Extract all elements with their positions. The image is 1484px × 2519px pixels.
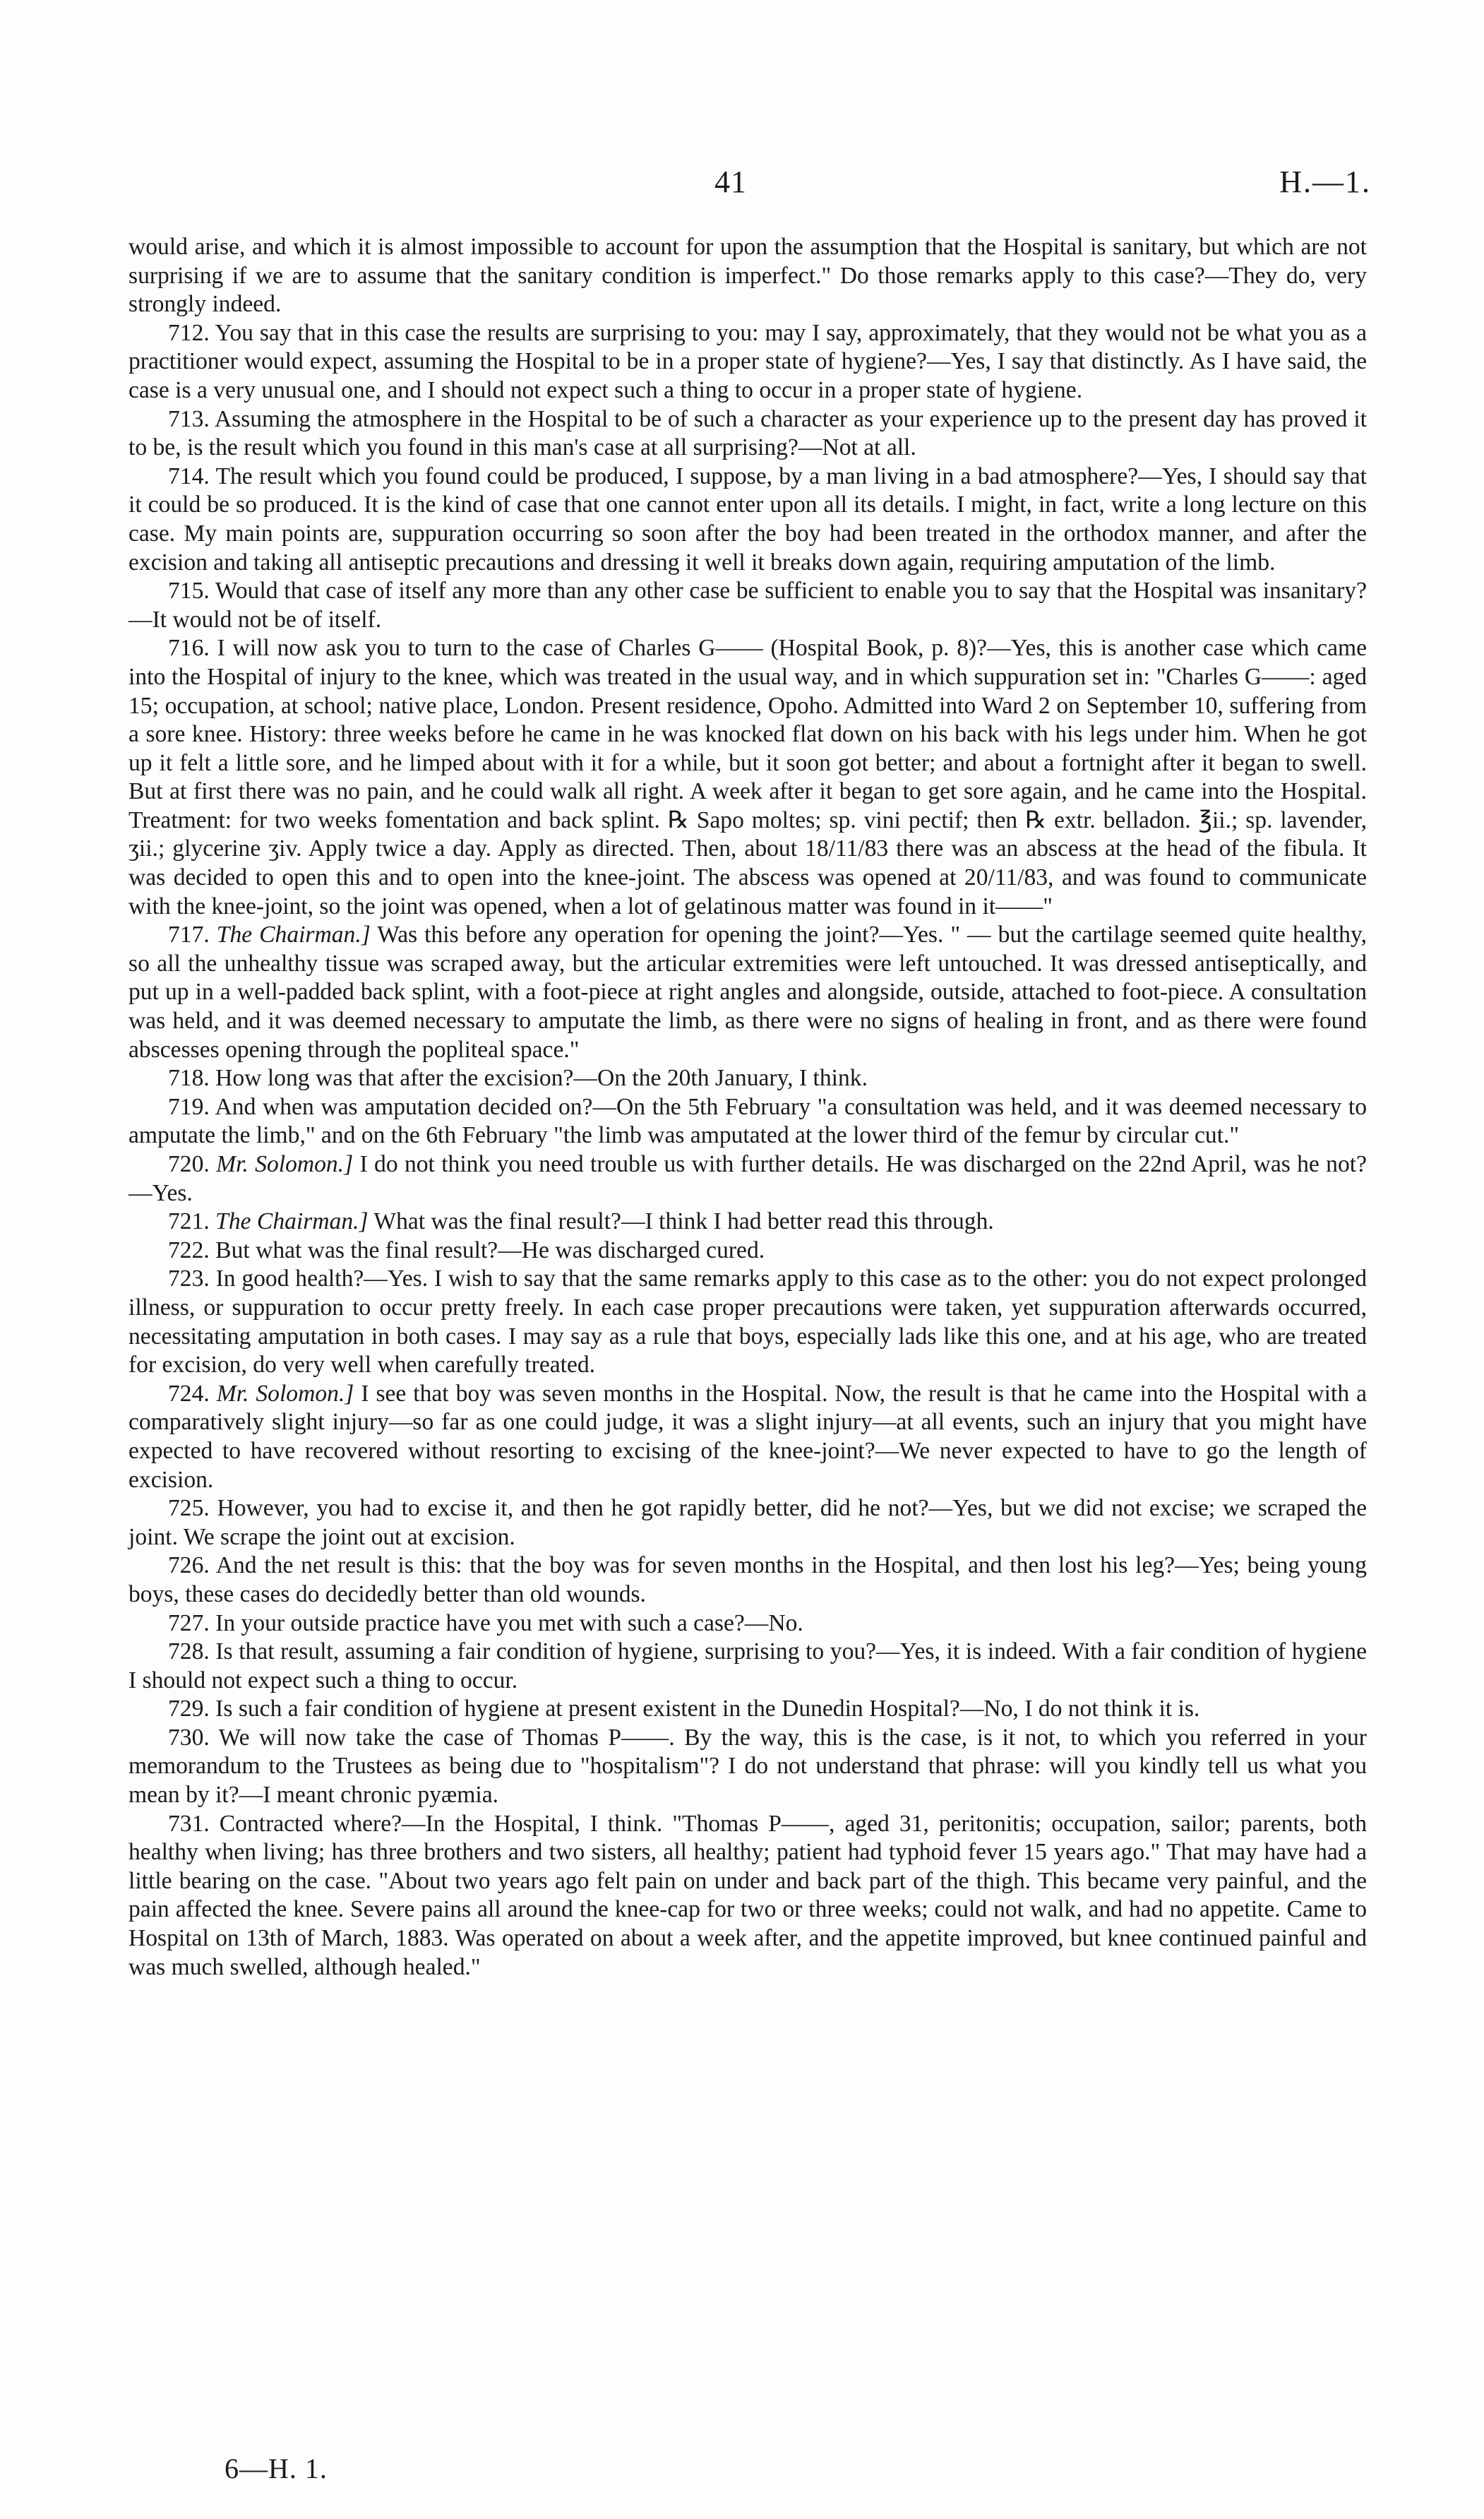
question-number: 716. [168,635,210,662]
speaker-label: The Chairman.] [215,1208,369,1235]
question-paragraph [128,1208,1367,1237]
question-paragraph [128,634,1367,921]
question-paragraph [128,1265,1367,1379]
question-number: 718. [168,1065,210,1092]
question-paragraph [128,1093,1367,1150]
paragraph-text: The result which you found could be produced, I suppose, by a man living in a bad atmosphere?—Yes, I should say that it could be so produced. It is the kind of case that one cannot enter upon all its details. I might, in fact, write a long lecture on this case. My main points are, suppuration occurring so soon after the boy had been treated in the orthodox manner, and after the excision and taking all antiseptic precautions and dressing it well it breaks down again, requiring amputation of the limb. [128,463,1367,576]
question-number: 727. [168,1609,210,1636]
question-paragraph [128,1724,1367,1810]
question-paragraph [128,577,1367,634]
question-paragraph [128,1380,1367,1494]
paragraph-text: Contracted where?—In the Hospital, I think. "Thomas P——, aged 31, peritonitis; occupation, sailor; parents, both healthy when living; has three brothers and two sisters, all healthy; patient had typhoid fever 15 years ago." That may have had a little bearing on the case. "About two years ago felt pain on under and back part of the thigh. This became very painful, and the pain affected the knee. Severe pains all around the knee-cap for two or three weeks; could not walk, and had no appetite. Came to Hospital on 13th of March, 1883. Was operated on about a week after, and the appetite improved, but knee continued painful and was much swelled, although healed." [128,1810,1367,1980]
question-paragraph [128,1810,1367,1982]
paragraph-text: You say that in this case the results are surprising to you: may I say, approximately, that they would not be what you as a practitioner would expect, assuming the Hospital to be in a proper state of hygiene?—Yes, I say that distinctly. As I have said, the case is a very unusual one, and I should not expect such a thing to occur in a proper state of hygiene. [128,319,1367,403]
question-paragraph [128,1494,1367,1552]
question-number: 728. [168,1638,210,1665]
continued-paragraph [128,233,1367,319]
paragraph-text: However, you had to excise it, and then he got rapidly better, did he not?—Yes, but we did not excise; we scraped the joint. We scrape the joint out at excision. [128,1495,1367,1550]
paragraph-text: What was the final result?—I think I had better read this through. [373,1208,994,1235]
question-number: 720. [168,1151,210,1177]
question-paragraph [128,1150,1367,1208]
speaker-label: The Chairman.] [216,922,371,948]
question-paragraph [128,405,1367,463]
question-number: 719. [168,1093,210,1120]
paragraph-text: would arise, and which it is almost impossible to account for upon the assumption that the Hospital is sanitary, but which are not surprising if we are to assume that the sanitary condition is imperfect." Do those remarks apply to this case?—They do, very strongly indeed. [128,234,1367,318]
paragraph-text: But what was the final result?—He was discharged cured. [215,1237,765,1263]
question-number: 721. [168,1208,210,1235]
paragraph-text: How long was that after the excision?—On the 20th January, I think. [215,1065,868,1092]
paragraph-text: Is that result, assuming a fair condition of hygiene, surprising to you?—Yes, it is indeed. With a fair condition of hygiene I should not expect such a thing to occur. [128,1638,1367,1693]
printer-signature: 6—H. 1. [225,2453,328,2484]
paragraph-text: In your outside practice have you met with such a case?—No. [215,1609,803,1636]
question-number: 712. [168,319,210,346]
question-paragraph [128,319,1367,405]
paragraph-text: I see that boy was seven months in the Hospital. Now, the result is that he came into the Hospital with a comparatively slight injury—so far as one could judge, it was a slight injury—at all events, such an injury that you might have expected to have recovered without resorting to excising of the knee-joint?—We never expected to have to go the length of excision. [128,1380,1367,1493]
paragraph-text: We will now take the case of Thomas P——. By the way, this is the case, is it not, to which you referred in your memorandum to the Trustees as being due to "hospitalism"? I do not understand that phrase: will you kindly tell us what you mean by it?—I meant chronic pyæmia. [128,1724,1367,1809]
paragraph-text: Would that case of itself any more than any other case be sufficient to enable you to say that the Hospital was insanitary?—It would not be of itself. [128,578,1368,633]
paragraph-text: Assuming the atmosphere in the Hospital to be of such a character as your experience up to the present day has proved it to be, is the result which you found in this man's case at all surprising?—Not at all. [128,405,1367,461]
question-paragraph [128,463,1367,577]
question-number: 715. [168,578,210,605]
question-number: 717. [168,922,210,948]
question-number: 730. [168,1724,210,1751]
question-number: 725. [168,1495,210,1522]
question-number: 724. [168,1380,210,1407]
document-reference: H.—1. [1279,165,1371,199]
question-number: 731. [168,1810,210,1837]
question-paragraph [128,1064,1367,1093]
question-number: 726. [168,1552,210,1579]
question-paragraph [128,1609,1367,1638]
paragraph-text: In good health?—Yes. I wish to say that the same remarks apply to this case as to the other: you do not expect prolonged illness, or suppuration to occur pretty freely. In each case proper precautions were taken, yet suppuration afterwards occurred, necessitating amputation in both cases. I may say as a rule that boys, especially lads like this one, and at his age, who are treated for excision, do very well when carefully treated. [128,1266,1367,1378]
paragraph-text: And when was amputation decided on?—On the 5th February "a consultation was held, and it was deemed necessary to amputate the limb," and on the 6th February "the limb was amputated at the lower third of the femur by circular cut." [128,1093,1367,1149]
question-number: 722. [168,1237,210,1263]
evidence-text [128,233,1367,1982]
question-number: 714. [168,463,210,489]
speaker-label: Mr. Solomon.] [216,1380,354,1407]
paragraph-text: Is such a fair condition of hygiene at present existent in the Dunedin Hospital?—No, I do not think it is. [215,1696,1200,1722]
paragraph-text: And the net result is this: that the boy was for seven months in the Hospital, and then lost his leg?—Yes; being young boys, these cases do decidedly better than old wounds. [128,1552,1367,1607]
question-number: 729. [168,1696,210,1722]
paragraph-text: I do not think you need trouble us with further details. He was discharged on the 22nd April, was he not?—Yes. [128,1151,1367,1206]
page-number: 41 [714,165,747,199]
question-paragraph [128,1237,1367,1266]
paragraph-text: Was this before any operation for opening the joint?—Yes. " — but the cartilage seemed quite healthy, so all the unhealthy tissue was scraped away, but the articular extremities were left untouched. It was dressed antiseptically, and put up in a well-padded back splint, with a foot-piece at right angles and alongside, outside, attached to foot-piece. A consultation was held, and it was deemed necessary to amputate the limb, as there were no signs of healing in front, and as there were found abscesses opening through the popliteal space." [128,922,1367,1063]
question-paragraph [128,921,1367,1064]
question-number: 723. [168,1266,210,1292]
question-paragraph [128,1552,1367,1609]
speaker-label: Mr. Solomon.] [216,1151,354,1177]
question-paragraph [128,1695,1367,1724]
question-number: 713. [168,405,210,432]
question-paragraph [128,1638,1367,1695]
paragraph-text: I will now ask you to turn to the case of Charles G—— (Hospital Book, p. 8)?—Yes, this is another case which came into the Hospital of injury to the knee, which was treated in the usual way, and in which suppuration set in: "Charles G——: aged 15; occupation, at school; native place, London. Present residence, Opoho. Admitted into Ward 2 on September 10, suffering from a sore knee. History: three weeks before he came in he was knocked flat down on his back with his legs under him. When he got up it felt a little sore, and he limped about with it for a while, but it soon got better; and about a fortnight after it began to swell. But at first there was no pain, and he could walk all right. A week after it began to get sore again, and he came into the Hospital. Treatment: for two weeks fomentation and back splint. ℞ Sapo moltes; sp. vini pectif; then ℞ extr. belladon. ℥ii.; sp. lavender, ʒii.; glycerine ʒiv. Apply twice a day. Apply as directed. Then, about 18/11/83 there was an abscess at the head of the fibula. It was decided to open this and to open into the knee-joint. The abscess was opened at 20/11/83, and was found to communicate with the knee-joint, so the joint was opened, when a lot of gelatinous matter was found in it——" [128,635,1367,919]
